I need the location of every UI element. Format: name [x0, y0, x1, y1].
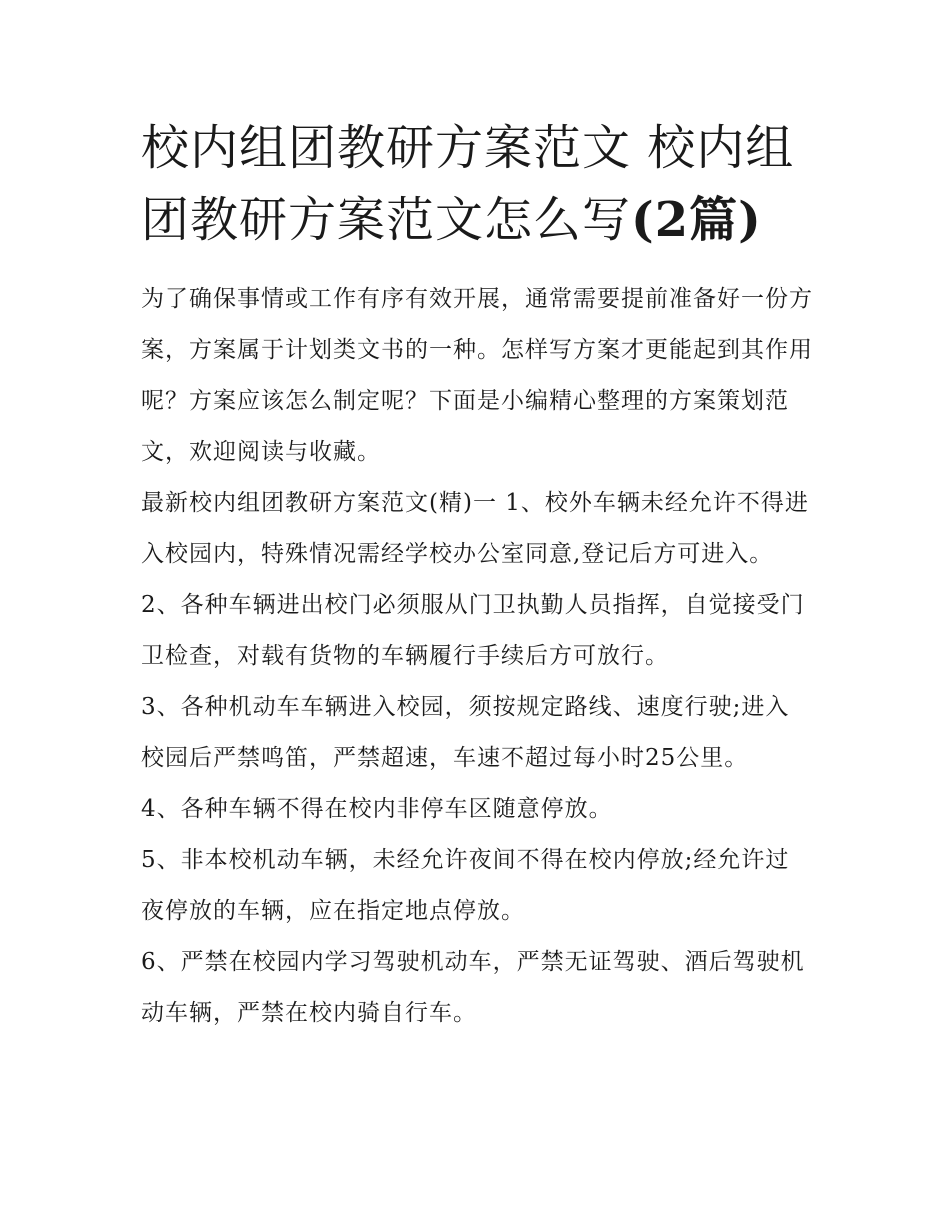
title-suffix: (2篇): [631, 192, 762, 248]
intro-paragraph: 为了确保事情或工作有序有效开展，通常需要提前准备好一份方案，方案属于计划类文书的一种。怎样写方案才更能起到其作用呢？方案应该怎么制定呢？下面是小编精心整理的方案策划范文，欢迎阅读与收藏。: [141, 286, 813, 465]
body-paragraph-1: 最新校内组团教研方案范文(精)一 1、校外车辆未经允许不得进入校园内，特殊情况需经学校办公室同意,登记后方可进入。: [141, 490, 809, 567]
body-paragraph-6: 6、严禁在校园内学习驾驶机动车，严禁无证驾驶、酒后驾驶机动车辆，严禁在校内骑自行车。: [141, 949, 805, 1026]
page-title: [141, 112, 813, 256]
title-main: 校内组团教研方案范文 校内组团教研方案范文怎么写: [141, 120, 795, 248]
document-page: [141, 112, 813, 1039]
body-paragraph-2: 2、各种车辆进出校门必须服从门卫执勤人员指挥，自觉接受门卫检查，对载有货物的车辆履行手续后方可放行。: [141, 592, 805, 669]
body-paragraph-5: 5、非本校机动车辆，未经允许夜间不得在校内停放;经允许过夜停放的车辆，应在指定地点停放。: [141, 847, 790, 924]
body-paragraph-4: 4、各种车辆不得在校内非停车区随意停放。: [141, 796, 613, 822]
body-paragraph-3: 3、各种机动车车辆进入校园，须按规定路线、速度行驶;进入校园后严禁鸣笛，严禁超速，车速不超过每小时25公里。: [141, 694, 790, 771]
